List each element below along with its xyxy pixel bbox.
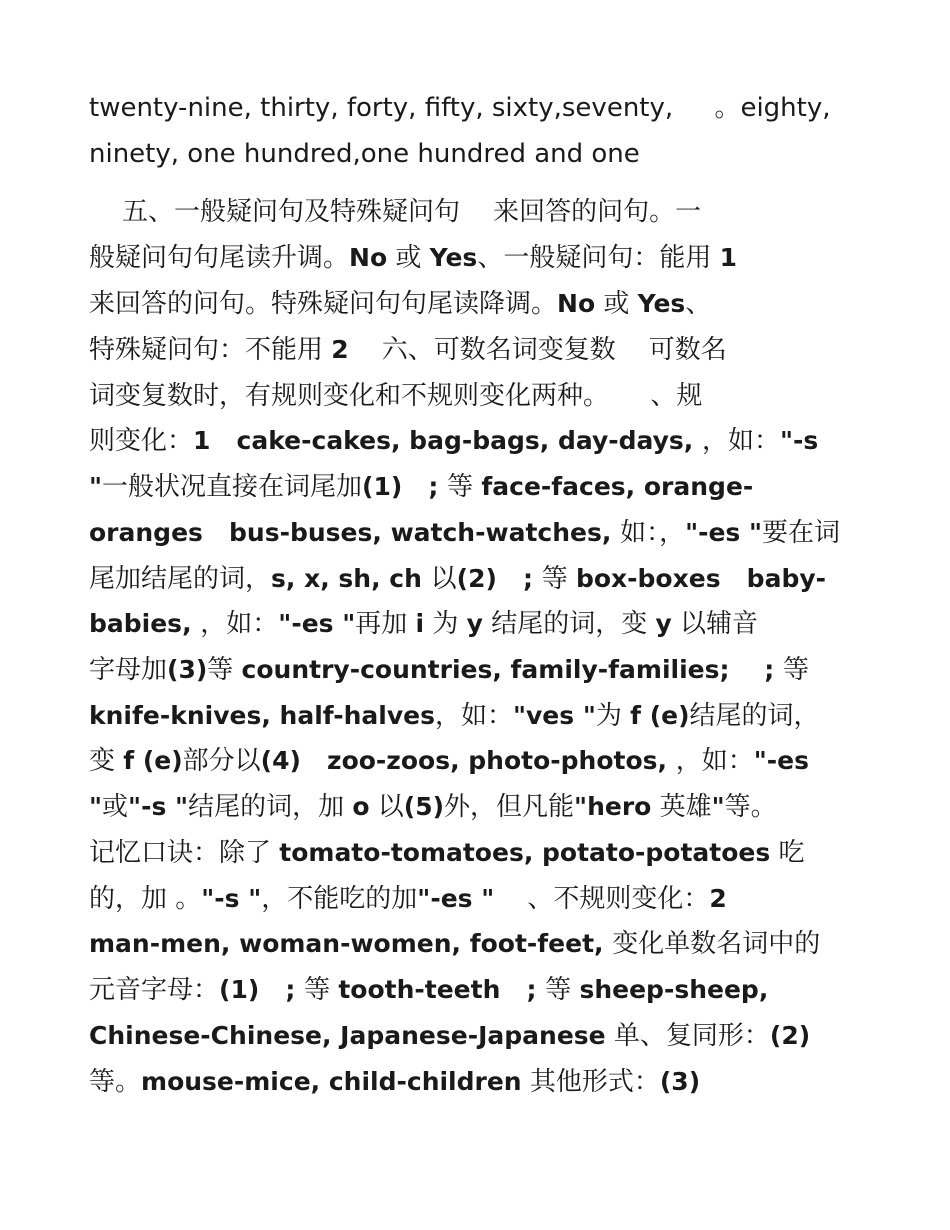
text-line bbox=[89, 748, 809, 774]
text-line bbox=[89, 337, 727, 363]
text-segment: 部分以 bbox=[182, 746, 261, 776]
text-segment: 一般状况直接在词尾加 bbox=[102, 472, 363, 502]
bold-text-segment: "-s bbox=[780, 426, 819, 455]
text-segment: 以 bbox=[430, 564, 457, 594]
bold-text-segment: No bbox=[557, 289, 596, 318]
bold-text-segment: "-s " bbox=[128, 792, 189, 821]
text-line bbox=[89, 794, 777, 820]
bold-text-segment: "-s " bbox=[201, 884, 262, 913]
text-line bbox=[89, 245, 737, 271]
bold-text-segment: (1) ; bbox=[362, 472, 448, 501]
text-segment: twenty-nine, thirty, forty, fifty, sixty,seventy, 。eighty, bbox=[89, 93, 831, 123]
text-segment: 则变化： bbox=[89, 426, 194, 456]
text-line bbox=[89, 977, 768, 1003]
bold-text-segment: tomato-tomatoes, potato-potatoes bbox=[279, 838, 771, 867]
bold-text-segment: mouse-mice, child-children bbox=[141, 1067, 522, 1096]
text-line bbox=[89, 1069, 700, 1095]
bold-text-segment: "ves " bbox=[512, 701, 596, 730]
text-segment: 的，加 。 bbox=[89, 884, 202, 914]
bold-text-segment: (4) zoo-zoos, photo-photos, bbox=[260, 746, 676, 775]
bold-text-segment: oranges bus-buses, watch-watches, bbox=[89, 518, 621, 547]
bold-text-segment: 2 bbox=[331, 335, 349, 364]
bold-text-segment: box-boxes baby- bbox=[575, 564, 827, 593]
bold-text-segment: i bbox=[415, 609, 425, 638]
bold-text-segment: No bbox=[349, 243, 388, 272]
bold-text-segment: (5) bbox=[403, 792, 445, 821]
text-line bbox=[89, 657, 809, 683]
text-segment: 、不规则变化： bbox=[494, 884, 710, 914]
text-segment: 、一般疑问句：能用 bbox=[477, 243, 720, 273]
text-line bbox=[89, 474, 753, 500]
bold-text-segment: o bbox=[352, 792, 370, 821]
text-segment: 等 bbox=[447, 472, 482, 502]
bold-text-segment: " bbox=[89, 472, 103, 501]
text-line bbox=[89, 141, 640, 167]
bold-text-segment: Chinese-Chinese, Japanese-Japanese bbox=[89, 1021, 606, 1050]
bold-text-segment: y bbox=[466, 609, 483, 638]
text-segment: 如：， bbox=[620, 518, 686, 548]
text-segment: 词变复数时，有规则变化和不规则变化两种。 、规 bbox=[89, 381, 703, 411]
bold-text-segment: country-countries, family-families; ; bbox=[241, 655, 784, 684]
bold-text-segment: "-es " bbox=[685, 518, 763, 547]
bold-text-segment: (1) ; bbox=[219, 975, 305, 1004]
text-segment: 变 bbox=[89, 746, 124, 776]
bold-text-segment: (2) ; bbox=[456, 564, 542, 593]
text-line bbox=[89, 199, 701, 225]
text-line bbox=[89, 611, 758, 637]
text-line bbox=[89, 1023, 810, 1049]
bold-text-segment: (2) bbox=[769, 1021, 811, 1050]
text-segment: 吃 bbox=[770, 838, 805, 868]
bold-text-segment: f (e) bbox=[630, 701, 690, 730]
text-segment: 以 bbox=[369, 792, 404, 822]
text-segment: ，不能吃的加 bbox=[261, 884, 418, 914]
text-segment: 等 bbox=[207, 655, 242, 685]
bold-text-segment: "-es " bbox=[417, 884, 495, 913]
text-segment: ，如： bbox=[434, 701, 513, 731]
bold-text-segment: 1 cake-cakes, bag-bags, day-days, bbox=[193, 426, 702, 455]
text-segment: 单、复同形： bbox=[605, 1021, 770, 1051]
text-segment: ，如： bbox=[675, 746, 754, 776]
bold-text-segment: 2 bbox=[709, 884, 727, 913]
text-segment: 等 bbox=[541, 564, 576, 594]
text-segment: 、 bbox=[685, 289, 712, 319]
bold-text-segment: Yes bbox=[429, 243, 478, 272]
text-segment: 等。 bbox=[724, 792, 777, 822]
bold-text-segment: s, x, sh, ch bbox=[271, 564, 431, 593]
text-line bbox=[89, 291, 711, 317]
text-line bbox=[89, 703, 820, 729]
bold-text-segment: 1 bbox=[719, 243, 737, 272]
bold-text-segment: y bbox=[655, 609, 672, 638]
text-segment: 其他形式： bbox=[521, 1067, 660, 1097]
bold-text-segment: face-faces, orange- bbox=[481, 472, 754, 501]
text-segment: ninety, one hundred,one hundred and one bbox=[89, 139, 640, 169]
text-segment: 或 bbox=[102, 792, 129, 822]
bold-text-segment: "hero bbox=[574, 792, 652, 821]
text-segment: 或 bbox=[387, 243, 430, 273]
text-segment: 英雄 bbox=[651, 792, 712, 822]
text-segment: 结尾的词，变 bbox=[482, 609, 656, 639]
text-segment: 再加 bbox=[355, 609, 416, 639]
text-line bbox=[89, 566, 826, 592]
text-segment: ，如： bbox=[200, 609, 279, 639]
text-line bbox=[89, 428, 818, 454]
text-segment: 等 bbox=[783, 655, 810, 685]
text-segment: 或 bbox=[595, 289, 638, 319]
bold-text-segment: Yes bbox=[637, 289, 686, 318]
text-segment: 等。 bbox=[89, 1067, 142, 1097]
text-segment: 六、可数名词变复数 可数名 bbox=[348, 335, 727, 365]
bold-text-segment: (3) bbox=[659, 1067, 701, 1096]
text-segment: 般疑问句句尾读升调。 bbox=[89, 243, 350, 273]
text-line bbox=[89, 840, 805, 866]
bold-text-segment: "-es " bbox=[278, 609, 356, 638]
text-segment: 尾加结尾的词， bbox=[89, 564, 272, 594]
bold-text-segment: f (e) bbox=[123, 746, 183, 775]
text-segment: 五、一般疑问句及特殊疑问句 来回答的问句。一 bbox=[89, 197, 702, 227]
text-segment: 来回答的问句。特殊疑问句句尾读降调。 bbox=[89, 289, 558, 319]
text-segment: 字母加 bbox=[89, 655, 168, 685]
text-segment: 为 bbox=[595, 701, 631, 731]
bold-text-segment: "-es bbox=[753, 746, 810, 775]
text-segment: 结尾的词，加 bbox=[188, 792, 353, 822]
text-line bbox=[89, 95, 831, 121]
bold-text-segment: man-men, woman-women, foot-feet, bbox=[89, 929, 613, 958]
text-segment: ，如： bbox=[702, 426, 781, 456]
text-segment: 变化单数名词中的 bbox=[612, 929, 821, 959]
text-line bbox=[89, 931, 820, 957]
text-segment: 等 bbox=[304, 975, 339, 1005]
bold-text-segment: " bbox=[89, 792, 103, 821]
text-segment: 要在词 bbox=[762, 518, 841, 548]
bold-text-segment: " bbox=[711, 792, 725, 821]
text-segment: 特殊疑问句：不能用 bbox=[89, 335, 332, 365]
bold-text-segment: sheep-sheep, bbox=[579, 975, 769, 1004]
bold-text-segment: babies, bbox=[89, 609, 201, 638]
bold-text-segment: tooth-teeth ; bbox=[338, 975, 546, 1004]
text-segment: 记忆口诀：除了 bbox=[89, 838, 280, 868]
text-segment: 结尾的词， bbox=[689, 701, 820, 731]
text-segment: 以辅音 bbox=[671, 609, 759, 639]
text-segment: 等 bbox=[545, 975, 580, 1005]
text-segment: 为 bbox=[424, 609, 467, 639]
bold-text-segment: knife-knives, half-halves bbox=[89, 701, 435, 730]
text-segment: 元音字母： bbox=[89, 975, 220, 1005]
text-line bbox=[89, 383, 702, 409]
text-segment: 外，但凡能 bbox=[444, 792, 575, 822]
text-line bbox=[89, 886, 727, 912]
bold-text-segment: (3) bbox=[167, 655, 208, 684]
text-line bbox=[89, 520, 840, 546]
